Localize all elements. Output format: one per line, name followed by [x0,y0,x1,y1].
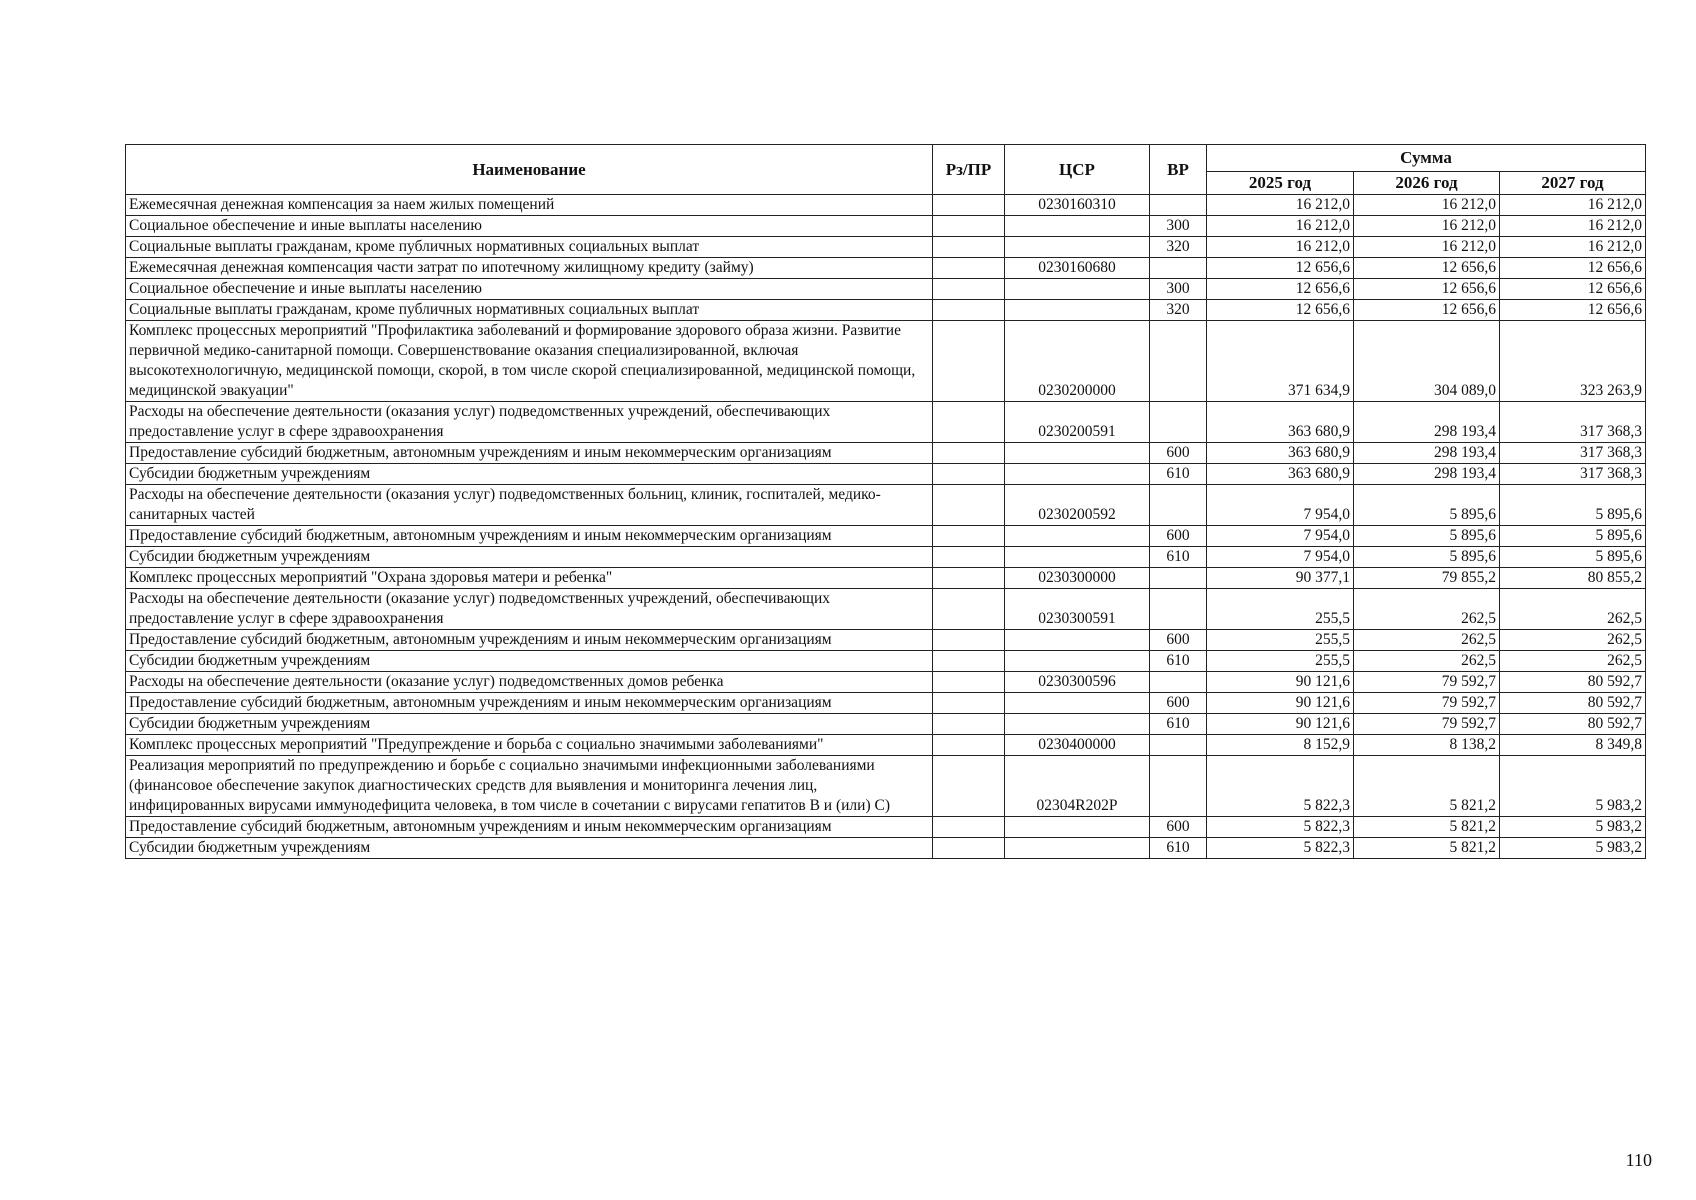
cell-csr [1005,817,1150,838]
cell-name: Предоставление субсидий бюджетным, автономным учреждениям и иным некоммерческим организациям [126,817,933,838]
cell-rzpr [933,568,1005,589]
cell-2027: 5 895,6 [1500,526,1646,547]
cell-name: Расходы на обеспечение деятельности (оказания услуг) подведомственных больниц, клиник, госпиталей, медико-санитарных частей [126,485,933,526]
cell-2025: 5 822,3 [1207,838,1354,859]
cell-name: Социальные выплаты гражданам, кроме публичных нормативных социальных выплат [126,237,933,258]
cell-vr [1150,195,1207,216]
cell-csr [1005,300,1150,321]
cell-rzpr [933,714,1005,735]
cell-2026: 12 656,6 [1354,258,1500,279]
table-row [126,195,1646,216]
cell-2025: 90 121,6 [1207,672,1354,693]
cell-csr: 0230300596 [1005,672,1150,693]
cell-vr: 600 [1150,817,1207,838]
cell-rzpr [933,216,1005,237]
cell-vr: 320 [1150,237,1207,258]
cell-rzpr [933,651,1005,672]
cell-2026: 79 855,2 [1354,568,1500,589]
cell-rzpr [933,195,1005,216]
cell-2026: 12 656,6 [1354,279,1500,300]
cell-vr: 600 [1150,693,1207,714]
cell-vr: 610 [1150,838,1207,859]
cell-2025: 255,5 [1207,589,1354,630]
cell-csr: 0230200591 [1005,402,1150,443]
cell-2027: 16 212,0 [1500,237,1646,258]
cell-vr: 300 [1150,216,1207,237]
cell-vr: 610 [1150,714,1207,735]
cell-vr: 320 [1150,300,1207,321]
cell-2025: 7 954,0 [1207,485,1354,526]
cell-2026: 5 895,6 [1354,547,1500,568]
cell-vr: 610 [1150,547,1207,568]
cell-vr [1150,485,1207,526]
cell-rzpr [933,817,1005,838]
cell-2026: 16 212,0 [1354,195,1500,216]
cell-name: Ежемесячная денежная компенсация части затрат по ипотечному жилищному кредиту (займу) [126,258,933,279]
cell-2025: 363 680,9 [1207,443,1354,464]
cell-csr [1005,630,1150,651]
header-rzpr: Рз/ПР [933,145,1005,195]
cell-2026: 298 193,4 [1354,402,1500,443]
cell-2025: 90 121,6 [1207,693,1354,714]
table-row [126,464,1646,485]
cell-name: Расходы на обеспечение деятельности (оказание услуг) подведомственных учреждений, обеспечивающих предоставление услуг в сфере здравоохранения [126,589,933,630]
table-row [126,568,1646,589]
cell-2027: 317 368,3 [1500,464,1646,485]
header-year-2026: 2026 год [1354,172,1500,195]
cell-2027: 80 592,7 [1500,672,1646,693]
cell-2026: 12 656,6 [1354,300,1500,321]
table-row [126,630,1646,651]
cell-name: Ежемесячная денежная компенсация за наем жилых помещений [126,195,933,216]
cell-2026: 16 212,0 [1354,216,1500,237]
cell-2025: 5 822,3 [1207,817,1354,838]
table-row [126,756,1646,817]
cell-name: Предоставление субсидий бюджетным, автономным учреждениям и иным некоммерческим организациям [126,526,933,547]
cell-2025: 255,5 [1207,651,1354,672]
table-row [126,485,1646,526]
table-header [126,145,1646,195]
cell-2027: 262,5 [1500,630,1646,651]
header-name: Наименование [126,145,933,195]
cell-csr [1005,443,1150,464]
cell-vr [1150,589,1207,630]
table-row [126,258,1646,279]
cell-name: Предоставление субсидий бюджетным, автономным учреждениям и иным некоммерческим организациям [126,630,933,651]
cell-rzpr [933,300,1005,321]
cell-2027: 16 212,0 [1500,195,1646,216]
budget-table [125,144,1646,859]
cell-2026: 5 821,2 [1354,817,1500,838]
table-row [126,693,1646,714]
cell-name: Субсидии бюджетным учреждениям [126,838,933,859]
cell-2026: 79 592,7 [1354,693,1500,714]
cell-csr: 0230160310 [1005,195,1150,216]
cell-name: Расходы на обеспечение деятельности (оказание услуг) подведомственных домов ребенка [126,672,933,693]
cell-2027: 12 656,6 [1500,300,1646,321]
cell-rzpr [933,589,1005,630]
cell-2027: 5 983,2 [1500,756,1646,817]
cell-vr [1150,568,1207,589]
cell-2026: 5 895,6 [1354,485,1500,526]
cell-name: Субсидии бюджетным учреждениям [126,651,933,672]
table-row [126,300,1646,321]
cell-2025: 371 634,9 [1207,321,1354,402]
cell-2025: 12 656,6 [1207,300,1354,321]
cell-csr [1005,693,1150,714]
table-row [126,817,1646,838]
cell-2027: 262,5 [1500,651,1646,672]
cell-2026: 5 821,2 [1354,756,1500,817]
cell-2025: 363 680,9 [1207,464,1354,485]
cell-2026: 5 821,2 [1354,838,1500,859]
cell-2025: 5 822,3 [1207,756,1354,817]
cell-2025: 12 656,6 [1207,258,1354,279]
cell-2027: 12 656,6 [1500,279,1646,300]
page-number: 110 [1625,1150,1652,1170]
cell-name: Предоставление субсидий бюджетным, автономным учреждениям и иным некоммерческим организациям [126,443,933,464]
cell-name: Комплекс процессных мероприятий "Охрана здоровья матери и ребенка" [126,568,933,589]
cell-rzpr [933,464,1005,485]
table-row [126,216,1646,237]
cell-csr [1005,526,1150,547]
cell-2026: 298 193,4 [1354,464,1500,485]
cell-vr: 300 [1150,279,1207,300]
cell-2027: 80 592,7 [1500,714,1646,735]
cell-vr: 610 [1150,651,1207,672]
cell-rzpr [933,838,1005,859]
cell-2026: 79 592,7 [1354,714,1500,735]
cell-2027: 5 895,6 [1500,485,1646,526]
cell-vr: 600 [1150,526,1207,547]
cell-csr: 0230300591 [1005,589,1150,630]
cell-rzpr [933,258,1005,279]
cell-2027: 5 895,6 [1500,547,1646,568]
cell-2026: 5 895,6 [1354,526,1500,547]
cell-name: Комплекс процессных мероприятий "Профилактика заболеваний и формирование здорового образа жизни. Развитие первичной медико-санитарной помощи. Совершенствование оказания специализированной, включая высокотехнологичную, медицинской помощи, скорой, в том числе скорой специализированной, медицинской помощи, медицинской эвакуации" [126,321,933,402]
cell-rzpr [933,526,1005,547]
cell-csr [1005,838,1150,859]
cell-2027: 262,5 [1500,589,1646,630]
cell-2025: 90 121,6 [1207,714,1354,735]
cell-vr [1150,321,1207,402]
cell-2025: 16 212,0 [1207,237,1354,258]
cell-csr [1005,464,1150,485]
cell-vr: 600 [1150,630,1207,651]
cell-vr: 610 [1150,464,1207,485]
cell-2025: 8 152,9 [1207,735,1354,756]
cell-2026: 304 089,0 [1354,321,1500,402]
cell-2027: 317 368,3 [1500,443,1646,464]
cell-csr: 0230400000 [1005,735,1150,756]
budget-document [125,144,1645,859]
cell-2025: 7 954,0 [1207,526,1354,547]
header-year-2025: 2025 год [1207,172,1354,195]
cell-2027: 5 983,2 [1500,817,1646,838]
cell-rzpr [933,443,1005,464]
table-row [126,443,1646,464]
cell-2025: 16 212,0 [1207,216,1354,237]
cell-csr: 0230300000 [1005,568,1150,589]
cell-vr [1150,756,1207,817]
cell-2026: 16 212,0 [1354,237,1500,258]
cell-2026: 79 592,7 [1354,672,1500,693]
cell-csr [1005,547,1150,568]
cell-rzpr [933,237,1005,258]
table-row [126,672,1646,693]
cell-name: Комплекс процессных мероприятий "Предупреждение и борьба с социально значимыми заболеваниями" [126,735,933,756]
cell-name: Реализация мероприятий по предупреждению и борьбе с социально значимыми инфекционными заболеваниями (финансовое обеспечение закупок диагностических средств для выявления и мониторинга лечения лиц, инфицированных вирусами иммунодефицита человека, в том числе в сочетании с вирусами гепатитов В и (или) С) [126,756,933,817]
table-row [126,321,1646,402]
cell-name: Субсидии бюджетным учреждениям [126,547,933,568]
cell-2027: 16 212,0 [1500,216,1646,237]
table-row [126,237,1646,258]
cell-name: Субсидии бюджетным учреждениям [126,714,933,735]
cell-2025: 255,5 [1207,630,1354,651]
cell-2027: 80 592,7 [1500,693,1646,714]
cell-2025: 363 680,9 [1207,402,1354,443]
cell-2025: 12 656,6 [1207,279,1354,300]
cell-csr: 0230200000 [1005,321,1150,402]
cell-rzpr [933,279,1005,300]
cell-2026: 8 138,2 [1354,735,1500,756]
cell-2027: 5 983,2 [1500,838,1646,859]
cell-rzpr [933,485,1005,526]
cell-rzpr [933,630,1005,651]
cell-name: Социальное обеспечение и иные выплаты населению [126,216,933,237]
cell-vr [1150,258,1207,279]
table-row [126,402,1646,443]
table-row [126,526,1646,547]
table-row [126,714,1646,735]
table-row [126,589,1646,630]
cell-2025: 90 377,1 [1207,568,1354,589]
table-row [126,735,1646,756]
cell-csr [1005,714,1150,735]
header-year-2027: 2027 год [1500,172,1646,195]
table-row [126,547,1646,568]
table-row [126,279,1646,300]
cell-2025: 16 212,0 [1207,195,1354,216]
cell-csr: 0230160680 [1005,258,1150,279]
cell-rzpr [933,693,1005,714]
cell-csr [1005,651,1150,672]
cell-2027: 12 656,6 [1500,258,1646,279]
cell-rzpr [933,321,1005,402]
cell-2026: 262,5 [1354,589,1500,630]
cell-vr [1150,672,1207,693]
cell-rzpr [933,402,1005,443]
cell-csr [1005,279,1150,300]
cell-rzpr [933,547,1005,568]
table-body [126,195,1646,859]
header-sum: Сумма [1207,145,1646,172]
cell-vr: 600 [1150,443,1207,464]
cell-csr [1005,216,1150,237]
cell-name: Расходы на обеспечение деятельности (оказания услуг) подведомственных учреждений, обеспечивающих предоставление услуг в сфере здравоохранения [126,402,933,443]
cell-vr [1150,735,1207,756]
header-csr: ЦСР [1005,145,1150,195]
cell-2027: 317 368,3 [1500,402,1646,443]
cell-name: Предоставление субсидий бюджетным, автономным учреждениям и иным некоммерческим организациям [126,693,933,714]
cell-csr: 0230200592 [1005,485,1150,526]
table-row [126,651,1646,672]
cell-vr [1150,402,1207,443]
cell-name: Субсидии бюджетным учреждениям [126,464,933,485]
cell-name: Социальное обеспечение и иные выплаты населению [126,279,933,300]
cell-2027: 323 263,9 [1500,321,1646,402]
cell-2026: 262,5 [1354,630,1500,651]
cell-rzpr [933,756,1005,817]
cell-2027: 80 855,2 [1500,568,1646,589]
cell-name: Социальные выплаты гражданам, кроме публичных нормативных социальных выплат [126,300,933,321]
cell-rzpr [933,672,1005,693]
cell-2026: 262,5 [1354,651,1500,672]
cell-2027: 8 349,8 [1500,735,1646,756]
cell-rzpr [933,735,1005,756]
table-row [126,838,1646,859]
cell-2026: 298 193,4 [1354,443,1500,464]
header-vr: ВР [1150,145,1207,195]
cell-2025: 7 954,0 [1207,547,1354,568]
cell-csr: 02304R202P [1005,756,1150,817]
cell-csr [1005,237,1150,258]
